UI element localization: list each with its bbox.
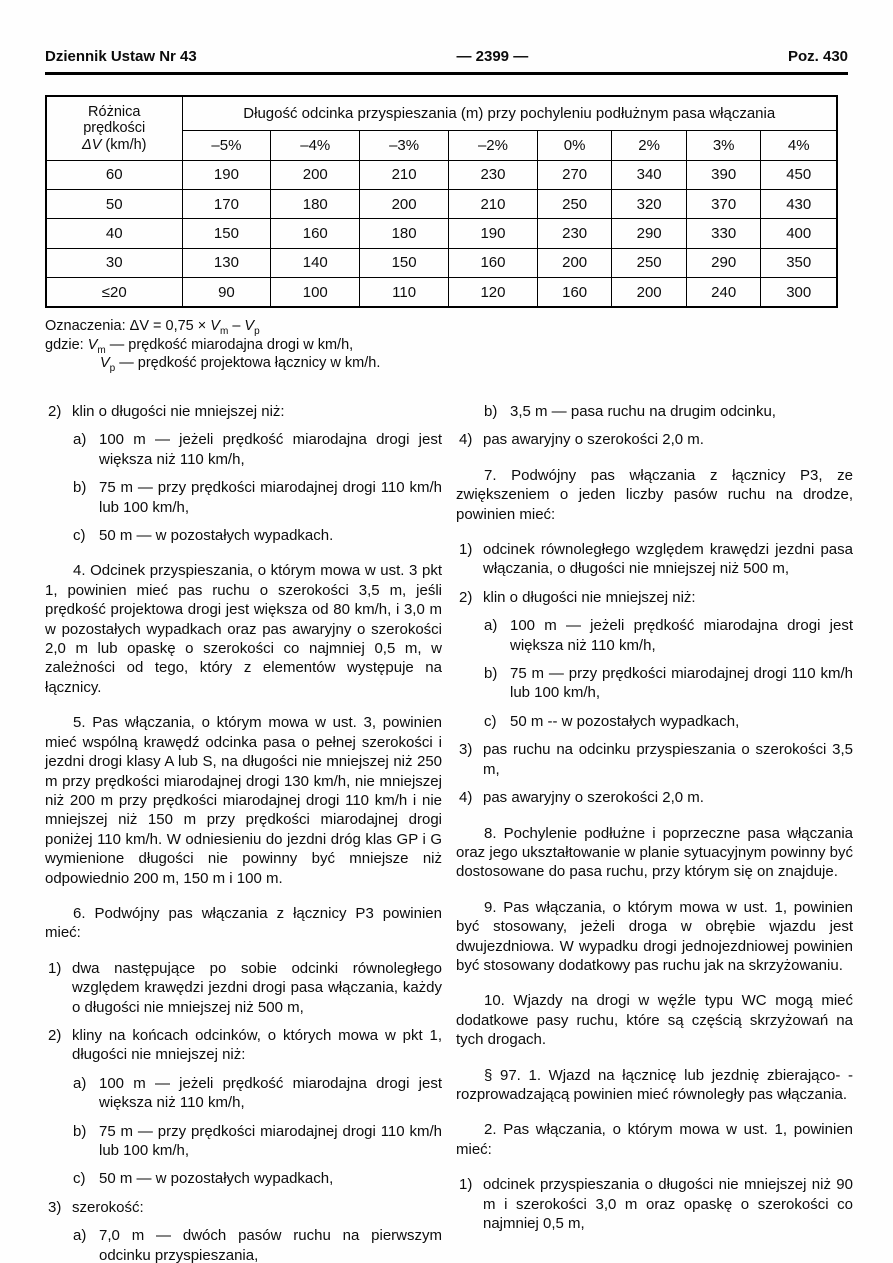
text-block [45, 1198, 442, 1217]
value-cell: 160 [271, 219, 360, 248]
slope-header: 3% [686, 130, 761, 160]
value-cell: 370 [686, 189, 761, 218]
value-cell: 300 [761, 278, 837, 307]
block-text: pas awaryjny o szerokości 2,0 m. [483, 431, 704, 449]
value-cell: 120 [449, 278, 538, 307]
value-cell: 100 [271, 278, 360, 307]
value-cell: 390 [686, 160, 761, 189]
value-cell: 160 [537, 278, 612, 307]
block-text: 100 m — jeżeli prędkość miarodajna drogi jest większa niż 110 km/h, [99, 1074, 442, 1112]
list-marker: 3) [459, 741, 473, 759]
list-marker: 2) [459, 588, 473, 606]
text-block [72, 1074, 442, 1113]
list-marker: a) [73, 1074, 87, 1092]
notes-formula: Oznaczenia: $\Delta V = 0,75 \times V_m - V_p$ [45, 318, 260, 337]
text-block [456, 1120, 853, 1159]
dv-cell: 30 [46, 248, 182, 277]
value-cell: 140 [271, 248, 360, 277]
table-notes [45, 317, 380, 373]
list-marker: 1) [459, 541, 473, 559]
list-marker: 4) [459, 431, 473, 449]
text-block [45, 561, 442, 697]
journal-title: Dziennik Ustaw Nr 43 [45, 48, 197, 65]
dv-cell: 40 [46, 219, 182, 248]
value-cell: 200 [537, 248, 612, 277]
table-row [46, 219, 837, 248]
text-block [72, 430, 442, 469]
notes-vm-definition: gdzie: $V_m$ — prędkość miarodajna drogi w km/h, [45, 336, 354, 356]
block-text: 3,5 m — pasa ruchu na drugim odcinku, [510, 403, 776, 420]
list-marker: b) [73, 1122, 87, 1140]
text-block [483, 402, 853, 421]
page-number: — 2399 — [456, 48, 529, 65]
value-cell: 350 [761, 248, 837, 277]
dv-cell: 60 [46, 160, 182, 189]
notes-vp-definition: $V_p$ — prędkość projektowa łącznicy w km/h. [100, 355, 381, 374]
block-text: pas awaryjny o szerokości 2,0 m. [483, 789, 704, 807]
text-block [72, 1169, 442, 1188]
block-text: 8. Pochylenie podłużne i poprzeczne pasa włączania oraz jego ukształtowanie w planie sytuacyjnym powinny być dostosowane do pasa ruchu, przy którym się on znajduje. [456, 824, 853, 881]
slope-header: 2% [612, 130, 687, 160]
block-text: 50 m — w pozostałych wypadkach, [99, 1170, 334, 1188]
value-cell: 450 [761, 160, 837, 189]
list-marker: a) [484, 617, 498, 635]
text-block [72, 1226, 442, 1263]
text-block [456, 540, 853, 579]
block-text: odcinek przyspieszania o długości nie mniejszej niż 90 m i szerokości 3,0 m oraz opaskę o szerokości co najmniej 0,5 m, [483, 1176, 853, 1232]
table-body [46, 160, 837, 307]
block-text: 7,0 m — dwóch pasów ruchu na pierwszym odcinku przyspieszania, [99, 1227, 442, 1263]
value-cell: 270 [537, 160, 612, 189]
text-block [456, 588, 853, 607]
value-cell: 400 [761, 219, 837, 248]
list-marker: 2) [48, 403, 62, 420]
text-block [72, 478, 442, 517]
dv-cell: 50 [46, 189, 182, 218]
value-cell: 110 [360, 278, 449, 307]
list-marker: 2) [48, 1026, 62, 1044]
value-cell: 250 [537, 189, 612, 218]
block-text: 75 m — przy prędkości miarodajnej drogi 110 km/h lub 100 km/h, [99, 1122, 442, 1159]
slope-header: –3% [360, 130, 449, 160]
slope-header: 0% [537, 130, 612, 160]
block-text: 50 m — w pozostałych wypadkach. [99, 527, 334, 545]
list-marker: 4) [459, 789, 473, 807]
value-cell: 180 [271, 189, 360, 218]
text-block [456, 740, 853, 779]
block-text: szerokość: [72, 1198, 144, 1216]
list-marker: b) [73, 479, 87, 497]
value-cell: 200 [360, 189, 449, 218]
table-head [46, 96, 837, 160]
value-cell: 340 [612, 160, 687, 189]
text-block [456, 824, 853, 882]
list-marker: a) [73, 1227, 87, 1245]
block-text: klin o długości nie mniejszej niż: [72, 403, 285, 420]
span-header: Długość odcinka przyspieszania (m) przy pochyleniu podłużnym pasa włączania [182, 96, 837, 130]
value-cell: 210 [449, 189, 538, 218]
text-block [72, 1122, 442, 1161]
text-block [483, 664, 853, 703]
corner-header: Różnica prędkości ΔV (km/h) [46, 96, 182, 160]
block-text: 50 m -- w pozostałych wypadkach, [510, 712, 740, 730]
running-head [45, 48, 848, 75]
value-cell: 430 [761, 189, 837, 218]
value-cell: 190 [182, 160, 271, 189]
text-block [456, 1066, 853, 1105]
block-text: klin o długości nie mniejszej niż: [483, 588, 696, 606]
slope-header: 4% [761, 130, 837, 160]
value-cell: 240 [686, 278, 761, 307]
text-block [456, 1175, 853, 1233]
position-number: Poz. 430 [787, 48, 848, 65]
list-marker: c) [73, 527, 86, 545]
text-block [456, 466, 853, 524]
value-cell: 230 [537, 219, 612, 248]
value-cell: 190 [449, 219, 538, 248]
right-column [456, 402, 853, 1242]
block-text: pas ruchu na odcinku przyspieszania o szerokości 3,5 m, [483, 741, 853, 778]
text-block [456, 430, 853, 449]
list-marker: b) [484, 665, 498, 683]
value-cell: 320 [612, 189, 687, 218]
block-text: 75 m — przy prędkości miarodajnej drogi 110 km/h lub 100 km/h, [510, 665, 853, 702]
block-text: § 97. 1. Wjazd na łącznicę lub jezdnię zbierająco- -rozprowadzającą powinien mieć równoległy pas włączania. [456, 1066, 853, 1103]
value-cell: 290 [686, 248, 761, 277]
list-marker: c) [484, 712, 497, 730]
block-text: 5. Pas włączania, o którym mowa w ust. 3, powinien mieć wspólną krawędź odcinka pasa o pełnej szerokości i jezdni drogi klasy A lub S, na długości nie mniejszej niż 250 m przy prędkości miarodajnej drogi 130 km/h, nie mniejszej niż 200 m przy prędkości miarodajnej drogi 110 km/h i nie mniejszej niż 150 m przy prędkości miarodajnej drogi poniżej 110 km/h. W odniesieniu do jezdni dróg klas GP i G wymienione długości nie powinny być mniejsze niż odpowiednio 200 m, 150 m i 100 m. [45, 714, 442, 887]
value-cell: 200 [612, 278, 687, 307]
value-cell: 170 [182, 189, 271, 218]
text-block [456, 788, 853, 807]
value-cell: 330 [686, 219, 761, 248]
list-marker: b) [484, 403, 498, 420]
value-cell: 150 [182, 219, 271, 248]
slope-header: –5% [182, 130, 271, 160]
table-row [46, 278, 837, 307]
list-marker: a) [73, 431, 87, 449]
text-block [45, 904, 442, 943]
text-block [483, 616, 853, 655]
text-block [483, 712, 853, 731]
block-text: 4. Odcinek przyspieszania, o którym mowa w ust. 3 pkt 1, powinien mieć pas ruchu o szerokości 3,5 m, jeśli prędkość projektowa drogi jest większa od 80 km/h, i 3,0 m w pozostałych wypadkach oraz pas awaryjny o szerokości 2,0 m lub opaskę o szerokości co najmniej 0,5 m, w zależności od tego, który z elementów występuje na łącznicy. [45, 562, 442, 696]
block-text: 2. Pas włączania, o którym mowa w ust. 1, powinien mieć: [456, 1121, 853, 1158]
acceleration-length-table [45, 95, 838, 308]
block-text: 10. Wjazdy na drogi w węźle typu WC mogą mieć dodatkowe pasy ruchu, które są częścią skrzyżowań na tych drogach. [456, 992, 853, 1049]
list-marker: 3) [48, 1198, 62, 1216]
left-column [45, 402, 442, 1263]
value-cell: 210 [360, 160, 449, 189]
value-cell: 290 [612, 219, 687, 248]
list-marker: 1) [459, 1176, 473, 1194]
block-text: 6. Podwójny pas włączania z łącznicy P3 powinien mieć: [45, 904, 442, 942]
text-block [456, 898, 853, 976]
block-text: 75 m — przy prędkości miarodajnej drogi 110 km/h lub 100 km/h, [99, 479, 442, 516]
text-block [45, 713, 442, 888]
value-cell: 150 [360, 248, 449, 277]
block-text: odcinek równoległego względem krawędzi jezdni pasa włączania, o długości nie mniejszej niż 500 m, [483, 541, 853, 578]
value-cell: 130 [182, 248, 271, 277]
block-text: 9. Pas włączania, o którym mowa w ust. 1, powinien być stosowany, jeżeli droga w obrębie wjazdu jest dwujezdniowa. W wypadku drogi jednojezdniowej powinien być stosowany dodatkowy pas ruchu jak na skrzyżowaniu. [456, 898, 853, 974]
block-text: kliny na końcach odcinków, o których mowa w pkt 1, długości nie mniejszej niż: [72, 1026, 442, 1064]
value-cell: 180 [360, 219, 449, 248]
block-text: 100 m — jeżeli prędkość miarodajna drogi jest większa niż 110 km/h, [99, 431, 442, 468]
value-cell: 230 [449, 160, 538, 189]
block-text: dwa następujące po sobie odcinki równoległego względem krawędzi jezdni drogi pasa włączania, każdy o długości nie mniejszej niż 500 m, [72, 959, 442, 1016]
value-cell: 160 [449, 248, 538, 277]
value-cell: 250 [612, 248, 687, 277]
value-cell: 90 [182, 278, 271, 307]
table-row [46, 189, 837, 218]
list-marker: 1) [48, 959, 62, 977]
block-text: 100 m — jeżeli prędkość miarodajna drogi jest większa niż 110 km/h, [510, 617, 853, 654]
table-row [46, 248, 837, 277]
text-block [456, 991, 853, 1049]
dv-cell: ≤20 [46, 278, 182, 307]
text-block [72, 526, 442, 545]
block-text: 7. Podwójny pas włączania z łącznicy P3, ze zwiększeniem o jeden liczby pasów ruchu na drodze, powinien mieć: [456, 466, 853, 523]
slope-header: –4% [271, 130, 360, 160]
table-row [46, 160, 837, 189]
list-marker: c) [73, 1170, 86, 1188]
value-cell: 200 [271, 160, 360, 189]
slope-header: –2% [449, 130, 538, 160]
text-block [45, 402, 442, 421]
text-block [45, 959, 442, 1017]
text-block [45, 1026, 442, 1065]
